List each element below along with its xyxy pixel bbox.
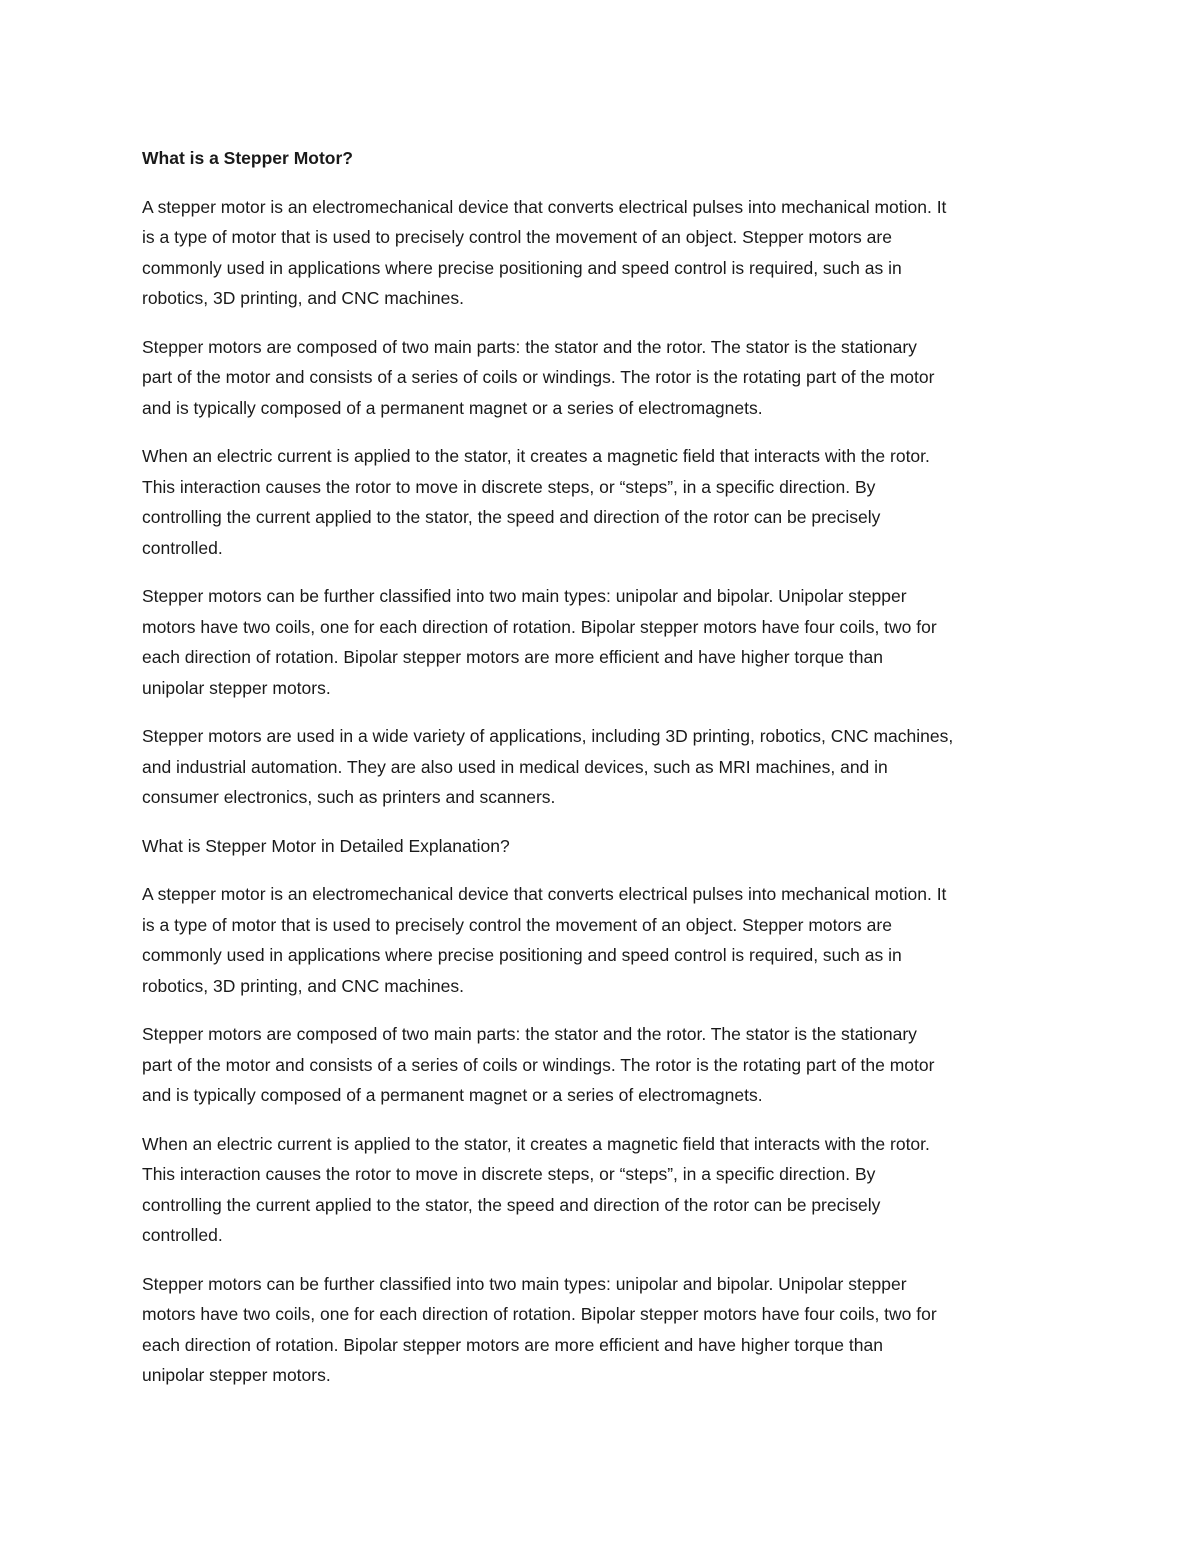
paragraph [142, 1269, 1058, 1391]
text-line: part of the motor and consists of a series of coils or windings. The rotor is the rotating part of the motor [142, 1054, 935, 1075]
text-line: This interaction causes the rotor to move in discrete steps, or “steps”, in a specific direction. By [142, 1164, 876, 1184]
text-line: is a type of motor that is used to precisely control the movement of an object. Stepper motors are [142, 914, 892, 935]
text-line: robotics, 3D printing, and CNC machines. [142, 288, 464, 308]
text-line: each direction of rotation. Bipolar stepper motors are more efficient and have higher torque than [142, 1334, 883, 1355]
text-line: part of the motor and consists of a series of coils or windings. The rotor is the rotating part of the motor [142, 367, 935, 387]
text-line: is a type of motor that is used to precisely control the movement of an object. Stepper motors are [142, 227, 892, 247]
text-line: controlling the current applied to the stator, the speed and direction of the rotor can be precisely [142, 507, 881, 527]
text-line: Stepper motors are used in a wide variety of applications, including 3D printing, robotics, CNC machines, [142, 726, 954, 746]
section-subtitle: What is Stepper Motor in Detailed Explanation? [142, 835, 510, 856]
text-line: motors have two coils, one for each direction of rotation. Bipolar stepper motors have four coils, two for [142, 616, 937, 637]
paragraph [142, 721, 1058, 813]
text-line: A stepper motor is an electromechanical device that converts electrical pulses into mechanical motion. It [142, 196, 947, 217]
document-title: What is a Stepper Motor? [142, 148, 353, 168]
text-line: Stepper motors can be further classified into two main types: unipolar and bipolar. Unipolar stepper [142, 1273, 907, 1294]
text-line: When an electric current is applied to the stator, it creates a magnetic field that interacts with the rotor. [142, 446, 930, 466]
paragraph [142, 879, 1058, 1001]
paragraph [142, 192, 1058, 314]
document-body [142, 143, 1058, 1409]
text-line: robotics, 3D printing, and CNC machines. [142, 975, 464, 996]
paragraph [142, 1019, 1058, 1111]
text-line: consumer electronics, such as printers and scanners. [142, 787, 556, 807]
text-line: When an electric current is applied to the stator, it creates a magnetic field that interacts with the rotor. [142, 1133, 930, 1154]
text-line: commonly used in applications where precise positioning and speed control is required, such as in [142, 945, 902, 965]
text-line: controlled. [142, 1225, 223, 1245]
section-1 [142, 192, 1058, 813]
text-line: Stepper motors are composed of two main parts: the stator and the rotor. The stator is the stationary [142, 336, 917, 357]
section-2 [142, 879, 1058, 1391]
text-line: unipolar stepper motors. [142, 677, 331, 698]
text-line: and is typically composed of a permanent magnet or a series of electromagnets. [142, 1085, 763, 1105]
text-line: A stepper motor is an electromechanical device that converts electrical pulses into mechanical motion. It [142, 884, 947, 904]
text-line: unipolar stepper motors. [142, 1365, 331, 1385]
text-line: controlling the current applied to the stator, the speed and direction of the rotor can be precisely [142, 1194, 881, 1215]
text-line: This interaction causes the rotor to move in discrete steps, or “steps”, in a specific direction. By [142, 476, 876, 497]
text-line: and is typically composed of a permanent magnet or a series of electromagnets. [142, 397, 763, 418]
paragraph [142, 581, 1058, 703]
text-line: controlled. [142, 537, 223, 558]
paragraph [142, 332, 1058, 424]
text-line: each direction of rotation. Bipolar stepper motors are more efficient and have higher torque than [142, 647, 883, 667]
text-line: Stepper motors are composed of two main parts: the stator and the rotor. The stator is the stationary [142, 1024, 917, 1044]
text-line: commonly used in applications where precise positioning and speed control is required, such as in [142, 257, 902, 278]
text-line: Stepper motors can be further classified into two main types: unipolar and bipolar. Unipolar stepper [142, 586, 907, 606]
paragraph [142, 1129, 1058, 1251]
paragraph [142, 441, 1058, 563]
text-line: and industrial automation. They are also used in medical devices, such as MRI machines, and in [142, 756, 888, 777]
text-line: motors have two coils, one for each direction of rotation. Bipolar stepper motors have four coils, two for [142, 1304, 937, 1324]
